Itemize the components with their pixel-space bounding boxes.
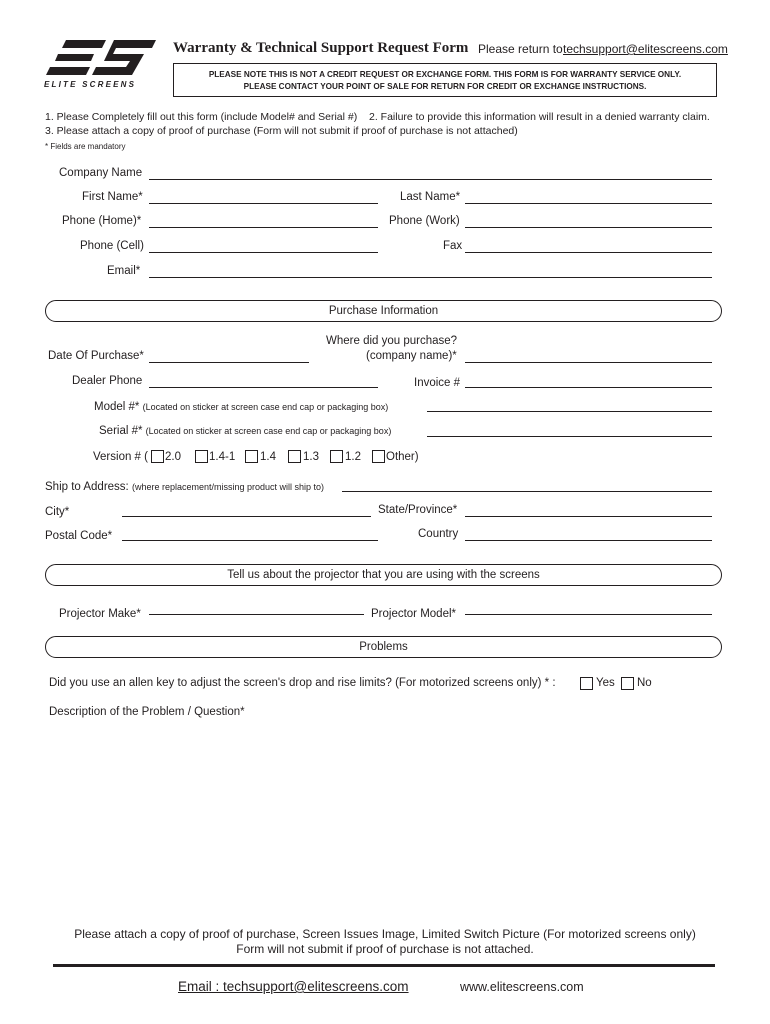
fax-label: Fax (443, 240, 463, 252)
serial-field[interactable] (427, 436, 712, 437)
model-label-text: Model #* (94, 401, 140, 413)
attach-note-2: Form will not submit if proof of purchase is not attached. (236, 942, 534, 956)
version-label-1-2: 1.2 (345, 451, 361, 463)
footer-email-link[interactable]: Email : techsupport@elitescreens.com (178, 979, 409, 994)
email-field[interactable] (149, 277, 712, 278)
version-checkbox-1-3[interactable] (288, 450, 301, 463)
phone-home-label: Phone (Home)* (62, 215, 142, 227)
version-label-2-0: 2.0 (165, 451, 181, 463)
first-name-field[interactable] (149, 203, 378, 204)
dealer-phone-label: Dealer Phone (72, 375, 143, 387)
brand-name: ELITE SCREENS (44, 80, 137, 89)
instruction-2: 2. Failure to provide this information will result in a denied warranty claim. (369, 111, 710, 123)
allen-key-question: Did you use an allen key to adjust the screen's drop and rise limits? (For motorized screens only) * : (49, 677, 556, 689)
postal-code-label: Postal Code* (45, 530, 113, 542)
where-purchased-field[interactable] (465, 362, 712, 363)
model-label (94, 401, 388, 413)
problems-section-header: Problems (45, 636, 722, 658)
allen-no-label: No (637, 677, 652, 689)
last-name-label: Last Name* (400, 191, 461, 203)
notice-line-2: PLEASE CONTACT YOUR POINT OF SALE FOR RETURN FOR CREDIT OR EXCHANGE INSTRUCTIONS. (243, 82, 647, 91)
model-note: (Located on sticker at screen case end cap or packaging box) (142, 402, 389, 412)
version-label-1-4-1: 1.4-1 (209, 451, 236, 463)
footer-website-link[interactable]: www.elitescreens.com (460, 980, 584, 994)
first-name-label: First Name* (82, 191, 143, 203)
phone-cell-field[interactable] (149, 252, 378, 253)
where-purchased-label-2: (company name)* (366, 350, 457, 362)
last-name-field[interactable] (465, 203, 712, 204)
projector-section-header: Tell us about the projector that you are using with the screens (45, 564, 722, 586)
projector-make-label: Projector Make* (59, 608, 141, 620)
invoice-field[interactable] (465, 387, 712, 388)
projector-model-label: Projector Model* (371, 608, 457, 620)
allen-yes-checkbox[interactable] (580, 677, 593, 690)
state-label: State/Province* (378, 504, 458, 516)
return-prefix: Please return to (478, 42, 563, 56)
serial-label (99, 425, 391, 437)
mandatory-note: * Fields are mandatory (45, 142, 126, 151)
instruction-1: 1. Please Completely fill out this form (include Model# and Serial #) (45, 111, 358, 123)
version-checkbox-other[interactable] (372, 450, 385, 463)
elite-screens-logo-mark (44, 38, 158, 80)
ship-to-note: (where replacement/missing product will ship to) (131, 482, 325, 492)
version-checkbox-1-2[interactable] (330, 450, 343, 463)
version-label-1-4: 1.4 (260, 451, 276, 463)
phone-work-label: Phone (Work) (389, 215, 460, 227)
version-label-1-3: 1.3 (303, 451, 319, 463)
company-name-label: Company Name (59, 167, 143, 179)
country-label: Country (418, 528, 459, 540)
ship-to-field[interactable] (342, 491, 712, 492)
ship-to-label-text: Ship to Address: (45, 481, 129, 493)
postal-code-field[interactable] (122, 540, 378, 541)
form-title: Warranty & Technical Support Request Form (173, 40, 469, 56)
problem-description-field[interactable] (49, 722, 712, 912)
phone-home-field[interactable] (149, 227, 378, 228)
problem-description-label: Description of the Problem / Question* (49, 706, 245, 718)
version-label-other: Other) (386, 451, 419, 463)
footer-divider (53, 964, 715, 967)
version-checkbox-1-4-1[interactable] (195, 450, 208, 463)
date-of-purchase-field[interactable] (149, 362, 309, 363)
fax-field[interactable] (465, 252, 712, 253)
serial-note: (Located on sticker at screen case end cap or packaging box) (145, 426, 392, 436)
dealer-phone-field[interactable] (149, 387, 378, 388)
notice-box (173, 63, 717, 97)
date-of-purchase-label: Date Of Purchase* (48, 350, 144, 362)
allen-no-checkbox[interactable] (621, 677, 634, 690)
model-field[interactable] (427, 411, 712, 412)
state-field[interactable] (465, 516, 712, 517)
city-field[interactable] (122, 516, 371, 517)
country-field[interactable] (465, 540, 712, 541)
version-checkbox-2-0[interactable] (151, 450, 164, 463)
allen-yes-label: Yes (596, 677, 615, 689)
ship-to-label (45, 481, 324, 493)
version-label: Version # ( (93, 451, 148, 463)
projector-model-field[interactable] (465, 614, 712, 615)
email-label: Email* (107, 265, 141, 277)
invoice-label: Invoice # (414, 377, 461, 389)
brand-logo (44, 38, 158, 92)
company-name-field[interactable] (149, 179, 712, 180)
instruction-3: 3. Please attach a copy of proof of purchase (Form will not submit if proof of purchase is not attached) (45, 125, 518, 137)
attach-note-1: Please attach a copy of proof of purchase, Screen Issues Image, Limited Switch Picture (For motorized screens only) (74, 927, 696, 941)
city-label: City* (45, 506, 70, 518)
serial-label-text: Serial #* (99, 425, 143, 437)
phone-cell-label: Phone (Cell) (80, 240, 144, 252)
purchase-section-header: Purchase Information (45, 300, 722, 322)
phone-work-field[interactable] (465, 227, 712, 228)
where-purchased-label-1: Where did you purchase? (326, 335, 458, 347)
projector-make-field[interactable] (149, 614, 364, 615)
return-email-link[interactable]: techsupport@elitescreens.com (563, 42, 728, 56)
notice-line-1: PLEASE NOTE THIS IS NOT A CREDIT REQUEST OR EXCHANGE FORM. THIS FORM IS FOR WARRANTY SERVICE ONLY. (208, 70, 682, 79)
version-checkbox-1-4[interactable] (245, 450, 258, 463)
